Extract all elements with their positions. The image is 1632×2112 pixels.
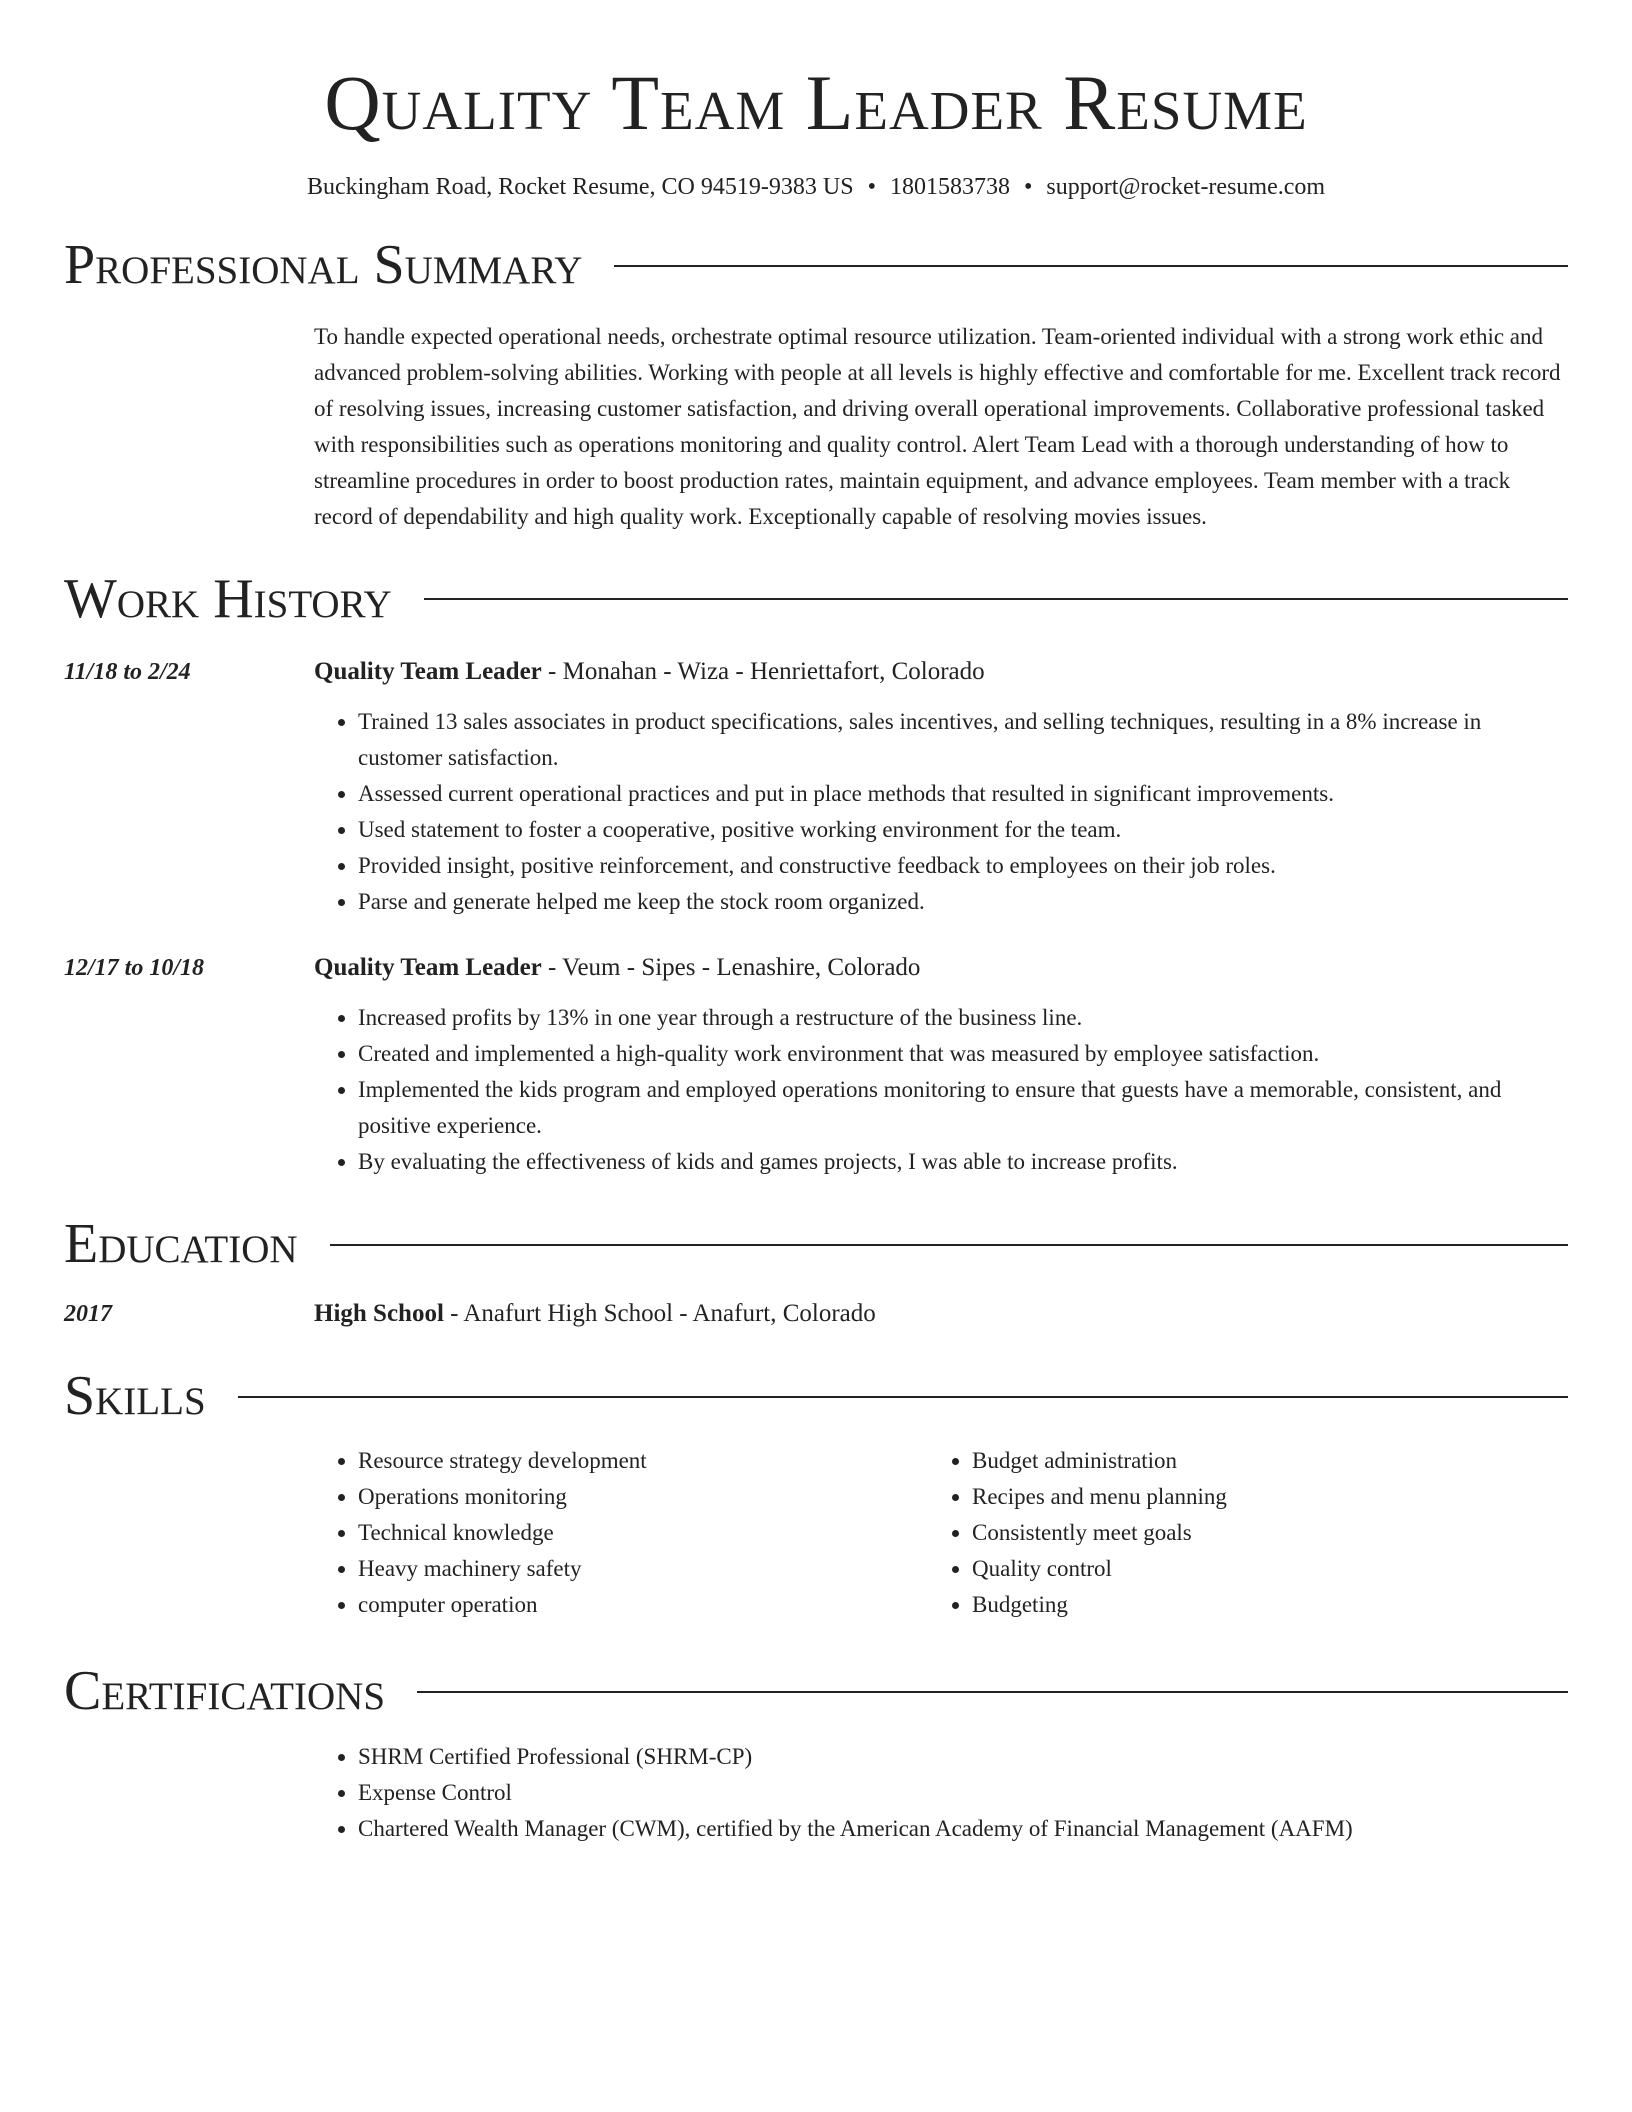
job-bullet: • Used statement to foster a cooperative, positive working environment for the team. (358, 812, 1568, 848)
job-bullets (314, 1000, 1568, 1180)
job-bullet: • By evaluating the effectiveness of kids and games projects, I was able to increase profits. (358, 1144, 1568, 1180)
job-entry (64, 654, 1568, 920)
skill-item: • computer operation (358, 1587, 928, 1623)
job-body (314, 950, 1568, 1180)
job-bullet: • Parse and generate helped me keep the stock room organized. (358, 884, 1568, 920)
job-bullet: • Assessed current operational practices and put in place methods that resulted in significant improvements. (358, 776, 1568, 812)
skill-item: • Operations monitoring (358, 1479, 928, 1515)
skills-list-left (314, 1443, 928, 1623)
certifications-block (314, 1739, 1568, 1847)
education-body (314, 1296, 1568, 1332)
education-degree: High School (314, 1299, 444, 1327)
job-bullet: • Created and implemented a high-quality work environment that was measured by employee satisfaction. (358, 1036, 1568, 1072)
job-title: Quality Team Leader (314, 954, 542, 982)
skill-item: • Resource strategy development (358, 1443, 928, 1479)
job-dates: 12/17 to 10/18 (64, 955, 205, 982)
section-divider (424, 598, 1568, 600)
skill-item: • Technical knowledge (358, 1515, 928, 1551)
certifications-heading: Certifications (64, 1660, 386, 1723)
job-title-line (314, 654, 1568, 690)
education-details: - Anafurt High School - Anafurt, Colorado (443, 1299, 876, 1327)
job-bullet: • Implemented the kids program and employed operations monitoring to ensure that guests have a memorable, consistent, and positive experience. (358, 1072, 1568, 1144)
job-title-line (314, 950, 1568, 986)
skills-columns (314, 1443, 1568, 1623)
skill-item: • Budgeting (972, 1587, 1542, 1623)
skills-heading: Skills (64, 1364, 206, 1427)
skill-item: • Heavy machinery safety (358, 1551, 928, 1587)
certification-item: • SHRM Certified Professional (SHRM-CP) (358, 1739, 1568, 1775)
job-details: - Monahan - Wiza - Henriettafort, Colorado (541, 658, 985, 686)
summary-heading: Professional Summary (64, 234, 583, 296)
education-heading: Education (64, 1213, 298, 1276)
job-bullet: • Increased profits by 13% in one year through a restructure of the business line. (358, 1000, 1568, 1036)
contact-line (64, 174, 1568, 201)
job-body (314, 654, 1568, 920)
certification-item: • Expense Control (358, 1775, 1568, 1811)
summary-text: To handle expected operational needs, orchestrate optimal resource utilization. Team-oriented individual with a strong work ethic and advanced problem-solving abilities. Working with people at all levels is highly effective and comfortable for me. Excellent track record of resolving issues, increasing customer satisfaction, and driving overall operational improvements. Collaborative professional tasked with responsibilities such as operations monitoring and quality control. Alert Team Lead with a thorough understanding of how to streamline procedures in order to boost production rates, maintain equipment, and advance employees. Team member with a track record of dependability and high quality work. Exceptionally capable of resolving movies issues. (314, 323, 1561, 529)
contact-address: Buckingham Road, Rocket Resume, CO 94519-9383 US (306, 174, 854, 200)
section-divider (330, 1244, 1568, 1246)
skills-section-header (64, 1366, 1568, 1428)
certifications-section-header (64, 1661, 1568, 1723)
job-details: - Veum - Sipes - Lenashire, Colorado (541, 954, 921, 982)
skill-item: • Budget administration (972, 1443, 1542, 1479)
job-title: Quality Team Leader (314, 658, 542, 686)
section-divider (614, 265, 1568, 267)
job-bullet: • Provided insight, positive reinforcement, and constructive feedback to employees on their job roles. (358, 848, 1568, 884)
education-line (314, 1296, 1568, 1332)
resume-title: Quality Team Leader Resume (324, 59, 1308, 146)
certifications-list (314, 1739, 1568, 1847)
work-heading: Work History (64, 567, 392, 630)
certification-item: • Chartered Wealth Manager (CWM), certified by the American Academy of Financial Management (AAFM) (358, 1811, 1568, 1847)
job-entry (64, 950, 1568, 1180)
contact-phone: 1801583738 (889, 174, 1010, 200)
job-bullets (314, 704, 1568, 920)
skill-item: • Quality control (972, 1551, 1542, 1587)
education-year: 2017 (64, 1300, 112, 1327)
section-divider (238, 1396, 1568, 1398)
skill-item: • Recipes and menu planning (972, 1479, 1542, 1515)
contact-separator: • (1023, 174, 1033, 200)
section-divider (417, 1691, 1568, 1693)
job-bullet: • Trained 13 sales associates in product specifications, sales incentives, and selling techniques, resulting in a 8% increase in customer satisfaction. (358, 704, 1568, 776)
skills-list-right (928, 1443, 1542, 1623)
contact-separator: • (867, 174, 876, 200)
work-section-header (64, 569, 1568, 631)
job-dates: 11/18 to 2/24 (64, 659, 191, 686)
skill-item: • Consistently meet goals (972, 1515, 1542, 1551)
education-entry (64, 1296, 1568, 1332)
contact-email: support@rocket-resume.com (1046, 174, 1326, 200)
education-section-header (64, 1214, 1568, 1276)
summary-section-header (64, 235, 1568, 297)
